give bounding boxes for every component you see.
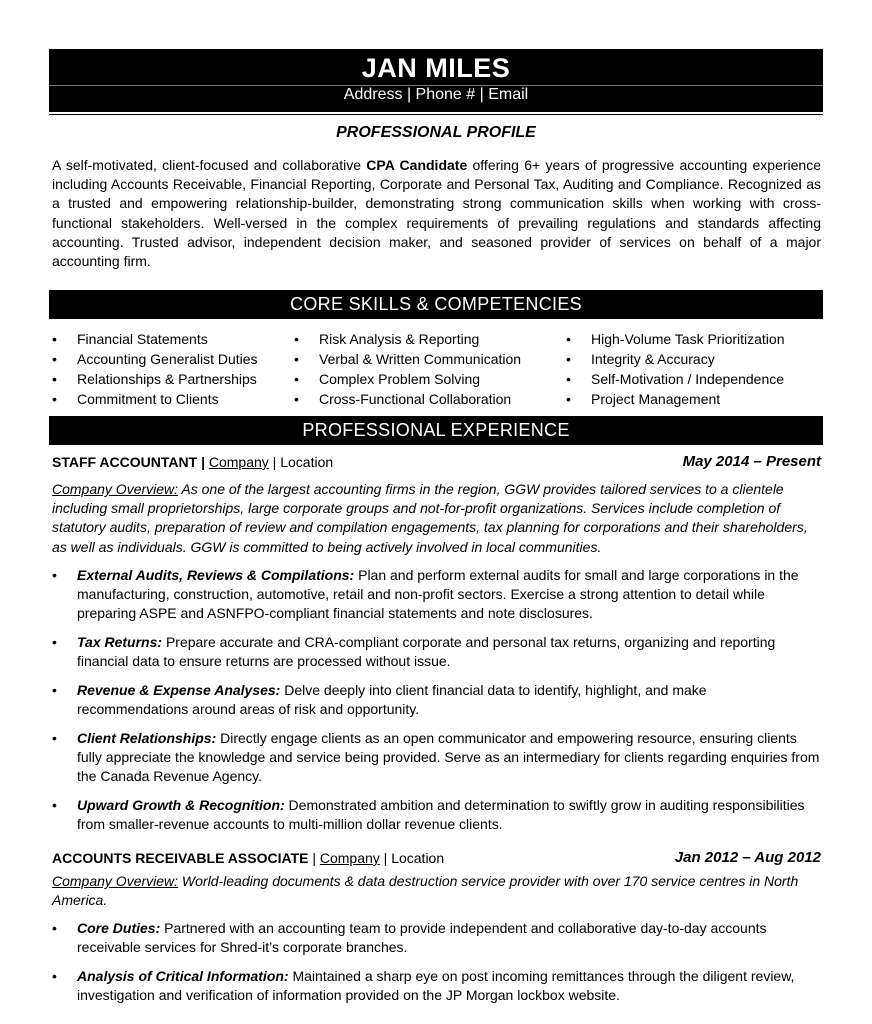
- job-header: STAFF ACCOUNTANT | Company | Location May 2014 – Present: [52, 453, 821, 470]
- skills-heading: CORE SKILLS & COMPETENCIES: [49, 290, 823, 319]
- bullet-text: Partnered with an accounting team to provide independent and collaborative day-to-day accounts receivable services for Shred-it’s corporate branches.: [77, 920, 767, 955]
- header-bar: [49, 49, 823, 112]
- skill-item: • Relationships & Partnerships: [52, 369, 258, 389]
- profile-text-after: offering 6+ years of progressive accounting experience including Accounts Receivable, Financial Reporting, Corporate and Personal Tax, Auditing and Compliance. Recognized as a trusted and empowering relationship-builder, demonstrating strong communication skills when working with cross-functional stakeholders. Well-versed in the complex requirements of prevailing regulations and standards affecting accounting. Trusted advisor, independent decision maker, and seasoned provider of services on behalf of a major accounting firm.: [52, 157, 821, 270]
- job-dates: Jan 2012 – Aug 2012: [674, 849, 821, 866]
- company-name: Company: [208, 454, 269, 470]
- company-overview: [52, 480, 821, 557]
- skill-item: • Commitment to Clients: [52, 389, 258, 409]
- job-title: ACCOUNTS RECEIVABLE ASSOCIATE: [52, 850, 309, 866]
- list-item: [52, 967, 821, 1005]
- job-bullets: [52, 566, 821, 844]
- bullet-lead: Revenue & Expense Analyses:: [77, 682, 281, 698]
- list-item: [52, 919, 821, 957]
- bullet-lead: Upward Growth & Recognition:: [77, 797, 285, 813]
- bullet-text: Demonstrated ambition and determination to swiftly grow in auditing responsibilities from smaller-revenue accounts to multi-million dollar revenue clients.: [77, 797, 805, 832]
- overview-label: Company Overview:: [52, 873, 179, 889]
- skill-item: • Verbal & Written Communication: [294, 349, 521, 369]
- skills-column-2: [294, 329, 521, 409]
- bullet-lead: Tax Returns:: [77, 634, 163, 650]
- job-title: STAFF ACCOUNTANT: [52, 454, 198, 470]
- overview-label: Company Overview:: [52, 481, 179, 497]
- list-item: [52, 633, 821, 671]
- skill-item: • Integrity & Accuracy: [566, 349, 785, 369]
- bullet-lead: Analysis of Critical Information:: [77, 968, 289, 984]
- bullet-text: Directly engage clients as an open communicator and empowering resource, ensuring clients fully appreciate the knowledge and service being provided. Serve as an intermediary for clients regarding enquiries from the Canada Revenue Agency.: [77, 730, 820, 784]
- skills-column-3: [566, 329, 785, 409]
- job-header: ACCOUNTS RECEIVABLE ASSOCIATE | Company | Location Jan 2012 – Aug 2012: [52, 849, 821, 866]
- experience-heading: PROFESSIONAL EXPERIENCE: [49, 416, 823, 445]
- profile-heading: PROFESSIONAL PROFILE: [336, 124, 536, 141]
- bullet-text: Delve deeply into client financial data to identify, highlight, and make recommendations around areas of risk and opportunity.: [77, 682, 707, 717]
- skill-item: • Self-Motivation / Independence: [566, 369, 785, 389]
- skill-item: • Risk Analysis & Reporting: [294, 329, 521, 349]
- list-item: [52, 566, 821, 623]
- bullet-text: Maintained a sharp eye on post incoming remittances through the diligent review, investigation and verification of information provided on the JP Morgan lockbox website.: [77, 968, 795, 1003]
- candidate-name: JAN MILES: [361, 53, 511, 83]
- skill-item: • Financial Statements: [52, 329, 258, 349]
- skill-item: • Accounting Generalist Duties: [52, 349, 258, 369]
- job-bullets: [52, 919, 821, 1015]
- list-item: [52, 681, 821, 719]
- skills-column-1: [52, 329, 258, 409]
- bullet-lead: External Audits, Reviews & Compilations:: [77, 567, 355, 583]
- overview-text: As one of the largest accounting firms in the region, GGW provides tailored services to a clientele including small proprietorships, large corporate groups and not-for-profit organizations. Services include completion of statutory audits, preparation of review and compilation engagements, tax planning for corporations and their shareholders, as well as individuals. GGW is committed to being actively involved in local communities.: [52, 481, 808, 555]
- list-item: [52, 729, 821, 786]
- profile-highlight: CPA Candidate: [366, 157, 468, 173]
- company-overview: [52, 872, 821, 910]
- skill-item: • High-Volume Task Prioritization: [566, 329, 785, 349]
- skill-item: • Complex Problem Solving: [294, 369, 521, 389]
- skill-item: • Cross-Functional Collaboration: [294, 389, 521, 409]
- profile-paragraph: [52, 156, 821, 271]
- bullet-text: Prepare accurate and CRA-compliant corporate and personal tax returns, organizing and reporting financial data to ensure returns are processed without issue.: [77, 634, 776, 669]
- contact-line: Address | Phone # | Email: [343, 86, 529, 103]
- bullet-lead: Core Duties:: [77, 920, 161, 936]
- company-name: Company: [319, 850, 380, 866]
- overview-text: World-leading documents & data destruction service provider with over 170 service centres in North America.: [52, 873, 799, 909]
- job-location: Location: [280, 454, 334, 470]
- skill-item: • Project Management: [566, 389, 785, 409]
- bullet-text: Plan and perform external audits for small and large corporations in the manufacturing, construction, automotive, retail and non-profit sectors. Exercise a strong attention to detail while preparing ASPE and ASNFPO-compliant financial statements and note disclosures.: [77, 567, 799, 621]
- profile-text-before: A self-motivated, client-focused and collaborative: [52, 157, 367, 173]
- header-rule: [49, 114, 823, 115]
- job-location: Location: [391, 850, 445, 866]
- job-dates: May 2014 – Present: [682, 453, 821, 470]
- list-item: [52, 796, 821, 834]
- bullet-lead: Client Relationships:: [77, 730, 217, 746]
